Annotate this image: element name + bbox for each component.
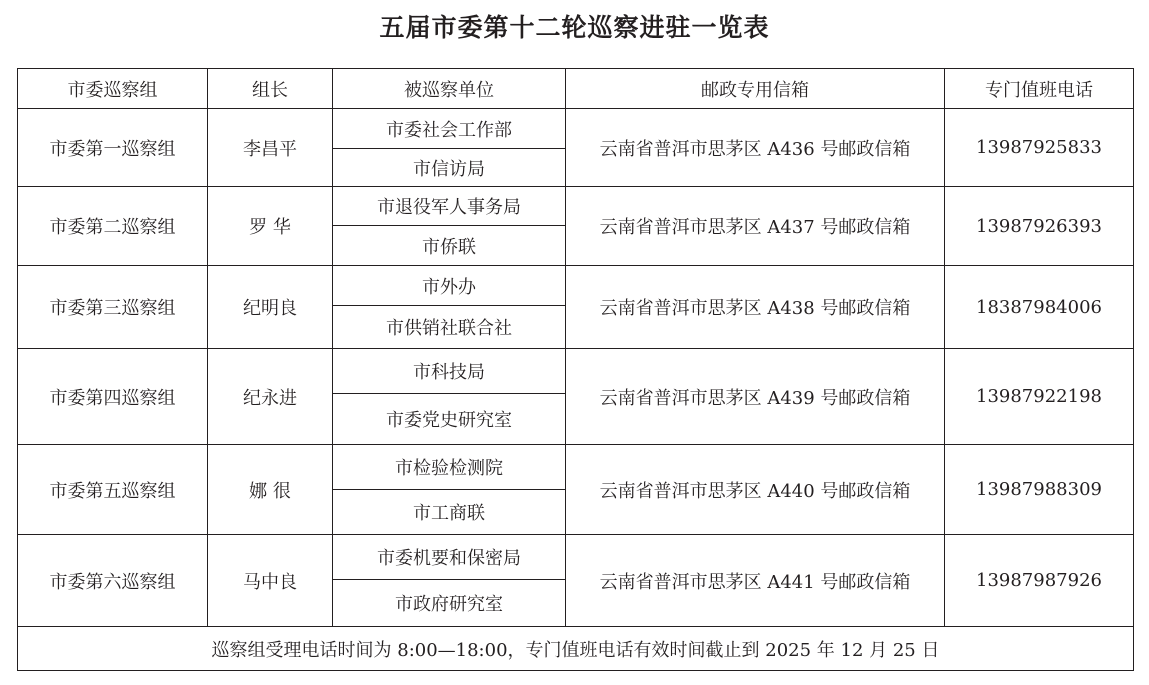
inspection-table [17,68,1134,671]
header-row [18,69,1134,109]
phone-cell: 13987926393 [945,187,1134,266]
mailbox-cell: 云南省普洱市思茅区 A440 号邮政信箱 [566,445,945,535]
mailbox-cell: 云南省普洱市思茅区 A438 号邮政信箱 [566,266,945,349]
group-cell: 市委第五巡察组 [18,445,208,535]
page-title: 五届市委第十二轮巡察进驻一览表 [379,13,770,42]
leader-cell: 罗 华 [208,187,333,266]
leader-cell: 李昌平 [208,109,333,187]
footer-note: 巡察组受理电话时间为 8:00—18:00，专门值班电话有效时间截止到 2025 年 12 月 25 日 [18,627,1134,671]
unit-cell: 市外办 [333,266,566,306]
leader-cell: 马中良 [208,535,333,627]
group-cell: 市委第四巡察组 [18,349,208,445]
table-row [18,349,1134,394]
table-row [18,109,1134,149]
header-unit: 被巡察单位 [333,69,566,109]
unit-cell: 市委党史研究室 [333,394,566,445]
unit-cell: 市政府研究室 [333,580,566,627]
table-row [18,535,1134,580]
phone-cell: 18387984006 [945,266,1134,349]
mailbox-cell: 云南省普洱市思茅区 A441 号邮政信箱 [566,535,945,627]
phone-cell: 13987988309 [945,445,1134,535]
group-cell: 市委第一巡察组 [18,109,208,187]
leader-cell: 娜 很 [208,445,333,535]
table-row [18,445,1134,490]
unit-cell: 市科技局 [333,349,566,394]
table-row [18,187,1134,226]
group-cell: 市委第三巡察组 [18,266,208,349]
header-group: 市委巡察组 [18,69,208,109]
table-row [18,266,1134,306]
group-cell: 市委第二巡察组 [18,187,208,266]
header-leader: 组长 [208,69,333,109]
unit-cell: 市委机要和保密局 [333,535,566,580]
phone-cell: 13987922198 [945,349,1134,445]
header-phone: 专门值班电话 [945,69,1134,109]
mailbox-cell: 云南省普洱市思茅区 A439 号邮政信箱 [566,349,945,445]
footer-row [18,627,1134,671]
unit-cell: 市侨联 [333,226,566,266]
unit-cell: 市委社会工作部 [333,109,566,149]
leader-cell: 纪明良 [208,266,333,349]
mailbox-cell: 云南省普洱市思茅区 A436 号邮政信箱 [566,109,945,187]
phone-cell: 13987987926 [945,535,1134,627]
unit-cell: 市工商联 [333,490,566,535]
header-mailbox: 邮政专用信箱 [566,69,945,109]
unit-cell: 市信访局 [333,149,566,187]
unit-cell: 市检验检测院 [333,445,566,490]
leader-cell: 纪永进 [208,349,333,445]
unit-cell: 市供销社联合社 [333,306,566,349]
mailbox-cell: 云南省普洱市思茅区 A437 号邮政信箱 [566,187,945,266]
phone-cell: 13987925833 [945,109,1134,187]
group-cell: 市委第六巡察组 [18,535,208,627]
unit-cell: 市退役军人事务局 [333,187,566,226]
